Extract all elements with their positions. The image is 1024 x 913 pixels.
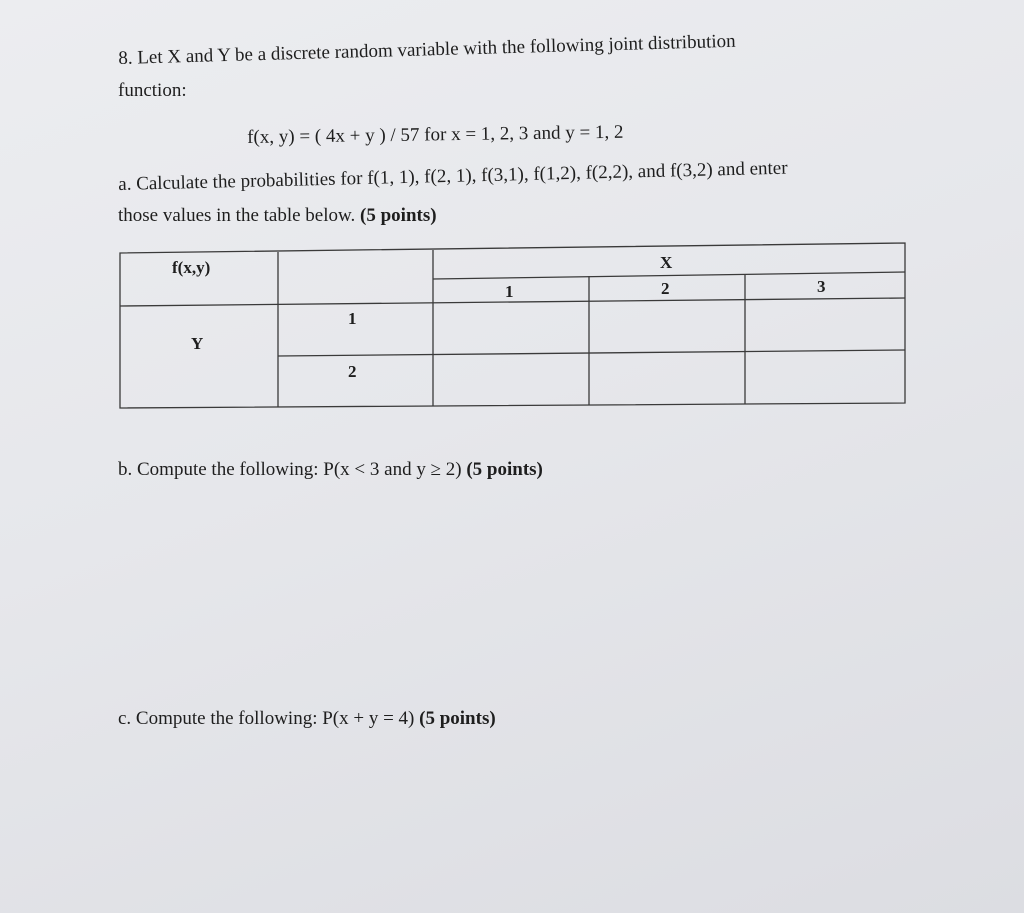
table-x-value-2: 2 xyxy=(661,279,670,298)
part-c-points: (5 points) xyxy=(419,708,496,729)
part-a-line1: a. Calculate the probabilities for f(1, 1), f(2, 1), f(3,1), f(1,2), f(2,2), and f(3,2) and enter xyxy=(118,157,788,195)
joint-distribution-formula: f(x, y) = ( 4x + y ) / 57 for x = 1, 2, 3 and y = 1, 2 xyxy=(247,121,624,148)
table-row-divider xyxy=(278,350,905,356)
table-x-header: X xyxy=(660,253,673,272)
table-y-value-2: 2 xyxy=(348,362,357,381)
table-x-value-3: 3 xyxy=(817,277,826,296)
question-8-line2: function: xyxy=(118,80,187,101)
part-b-text: b. Compute the following: P(x < 3 and y ≥ 2) xyxy=(118,459,462,480)
table-x-divider xyxy=(433,272,905,279)
table-y-header: Y xyxy=(191,334,204,353)
part-a-line2-text: those values in the table below. xyxy=(118,205,356,226)
part-b-points: (5 points) xyxy=(466,459,543,480)
table-corner-label: f(x,y) xyxy=(172,258,211,277)
part-c-text: c. Compute the following: P(x + y = 4) xyxy=(118,708,415,729)
question-8-line1: 8. Let X and Y be a discrete random variable with the following joint distribution xyxy=(118,30,736,69)
part-a-points: (5 points) xyxy=(360,205,437,226)
table-y-value-1: 1 xyxy=(348,309,357,328)
table-border xyxy=(120,243,905,408)
part-b xyxy=(118,459,543,481)
part-c xyxy=(118,708,496,730)
table-x-value-1: 1 xyxy=(505,282,514,301)
